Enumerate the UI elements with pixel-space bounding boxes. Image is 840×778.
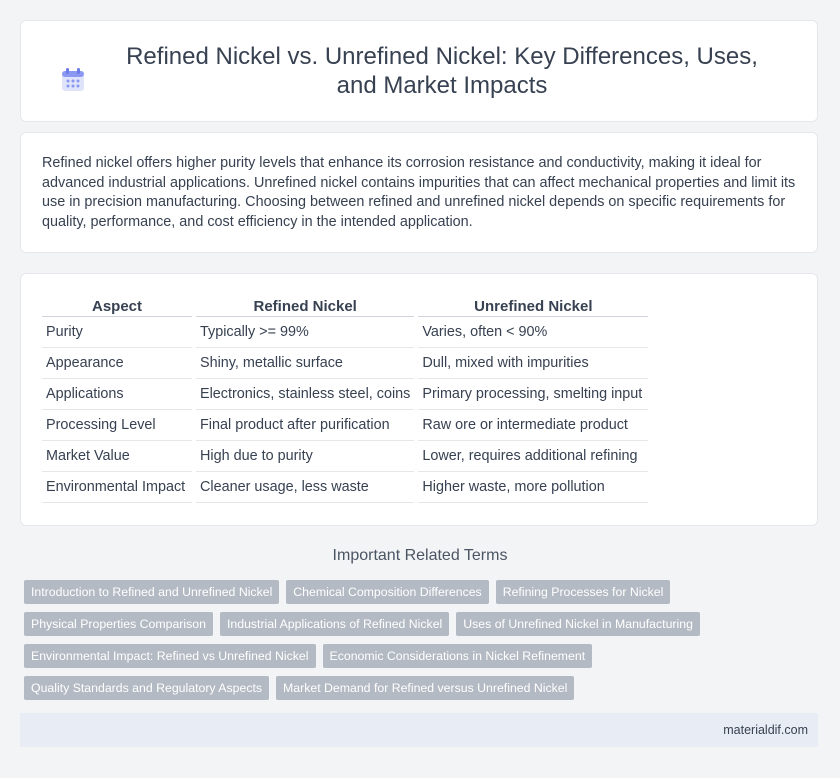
table-row bbox=[42, 472, 648, 503]
cell-unrefined: Lower, requires additional refining bbox=[418, 441, 648, 472]
related-terms-list bbox=[24, 580, 824, 708]
related-term-tag[interactable]: Economic Considerations in Nickel Refinement bbox=[323, 644, 593, 668]
tag-row bbox=[24, 676, 824, 700]
related-term-tag[interactable]: Physical Properties Comparison bbox=[24, 612, 213, 636]
cell-aspect: Applications bbox=[42, 379, 192, 410]
cell-unrefined: Higher waste, more pollution bbox=[418, 472, 648, 503]
related-term-tag[interactable]: Refining Processes for Nickel bbox=[496, 580, 671, 604]
cell-refined: Typically >= 99% bbox=[196, 317, 414, 348]
cell-refined: Cleaner usage, less waste bbox=[196, 472, 414, 503]
cell-aspect: Purity bbox=[42, 317, 192, 348]
tag-row bbox=[24, 644, 824, 668]
table-row bbox=[42, 317, 648, 348]
table-row bbox=[42, 410, 648, 441]
related-term-tag[interactable]: Industrial Applications of Refined Nickel bbox=[220, 612, 449, 636]
calendar-icon bbox=[59, 66, 87, 94]
footer bbox=[20, 713, 818, 747]
header-unrefined-nickel: Unrefined Nickel bbox=[418, 296, 648, 317]
related-term-tag[interactable]: Quality Standards and Regulatory Aspects bbox=[24, 676, 269, 700]
related-term-tag[interactable]: Introduction to Refined and Unrefined Nickel bbox=[24, 580, 279, 604]
table-header-row bbox=[42, 296, 648, 317]
intro-card bbox=[20, 132, 818, 253]
related-term-tag[interactable]: Uses of Unrefined Nickel in Manufacturing bbox=[456, 612, 700, 636]
related-term-tag[interactable]: Chemical Composition Differences bbox=[286, 580, 488, 604]
cell-refined: Shiny, metallic surface bbox=[196, 348, 414, 379]
table-row bbox=[42, 379, 648, 410]
intro-paragraph: Refined nickel offers higher purity levels that enhance its corrosion resistance and conductivity, making it ideal for advanced industrial applications. Unrefined nickel contains impurities that can affect mechanical properties and limit its use in precision manufacturing. Choosing between refined and unrefined nickel depends on specific requirements for quality, performance, and cost efficiency in the intended application. bbox=[42, 155, 796, 230]
cell-refined: High due to purity bbox=[196, 441, 414, 472]
tag-row bbox=[24, 612, 824, 636]
title-card bbox=[20, 20, 818, 122]
page-title: Refined Nickel vs. Unrefined Nickel: Key Differences, Uses, and Market Impacts bbox=[126, 43, 758, 99]
cell-refined: Final product after purification bbox=[196, 410, 414, 441]
cell-aspect: Environmental Impact bbox=[42, 472, 192, 503]
header-refined-nickel: Refined Nickel bbox=[196, 296, 414, 317]
footer-source[interactable]: materialdif.com bbox=[723, 723, 808, 737]
comparison-table bbox=[38, 296, 652, 503]
related-terms-heading: Important Related Terms bbox=[332, 547, 508, 564]
cell-unrefined: Primary processing, smelting input bbox=[418, 379, 648, 410]
table-row bbox=[42, 348, 648, 379]
cell-aspect: Appearance bbox=[42, 348, 192, 379]
cell-aspect: Processing Level bbox=[42, 410, 192, 441]
cell-unrefined: Varies, often < 90% bbox=[418, 317, 648, 348]
cell-unrefined: Raw ore or intermediate product bbox=[418, 410, 648, 441]
comparison-table-card bbox=[20, 273, 818, 526]
table-row bbox=[42, 441, 648, 472]
title-wrap bbox=[59, 42, 779, 100]
tag-row bbox=[24, 580, 824, 604]
cell-aspect: Market Value bbox=[42, 441, 192, 472]
related-term-tag[interactable]: Market Demand for Refined versus Unrefined Nickel bbox=[276, 676, 574, 700]
header-aspect: Aspect bbox=[42, 296, 192, 317]
cell-refined: Electronics, stainless steel, coins bbox=[196, 379, 414, 410]
related-term-tag[interactable]: Environmental Impact: Refined vs Unrefined Nickel bbox=[24, 644, 316, 668]
cell-unrefined: Dull, mixed with impurities bbox=[418, 348, 648, 379]
